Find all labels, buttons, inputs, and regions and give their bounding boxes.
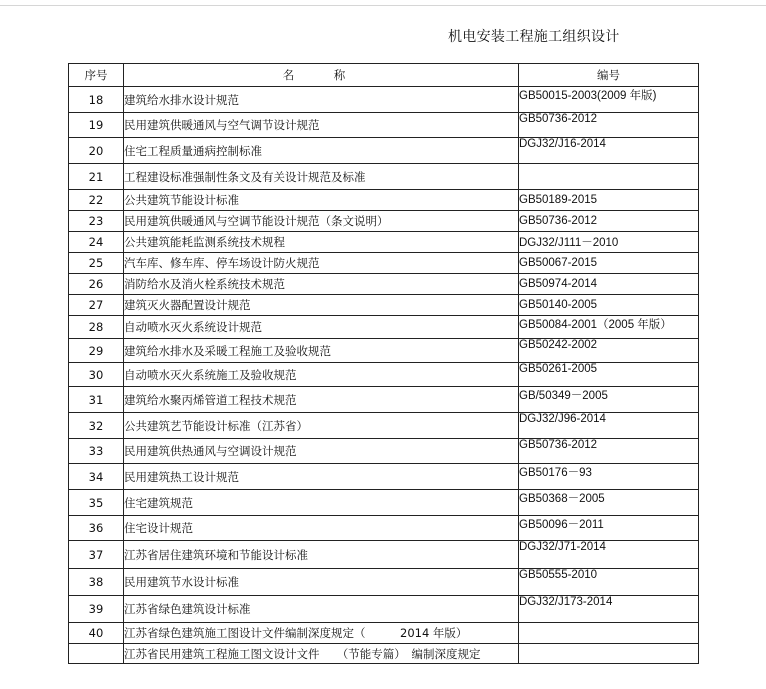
table-row — [69, 113, 699, 138]
table-row — [69, 232, 699, 253]
standard-name: 公共建筑艺节能设计标准（江苏省） — [124, 413, 519, 439]
row-number: 37 — [69, 541, 124, 569]
standard-code: GB50015-2003(2009 年版) — [519, 87, 699, 113]
standard-code — [519, 623, 699, 644]
table-row — [69, 211, 699, 232]
standard-code: GB50067-2015 — [519, 253, 699, 274]
table-row — [69, 87, 699, 113]
table-row — [69, 339, 699, 363]
table-header-row — [69, 64, 699, 87]
standard-name: 住宅建筑规范 — [124, 490, 519, 516]
row-number: 32 — [69, 413, 124, 439]
table-row — [69, 253, 699, 274]
table-row — [69, 295, 699, 316]
table-row — [69, 274, 699, 295]
header-code: 编号 — [519, 64, 699, 87]
standard-name: 消防给水及消火栓系统技术规范 — [124, 274, 519, 295]
standards-table — [68, 63, 699, 664]
table-row — [69, 190, 699, 211]
standard-code: GB50084-2001（2005 年版） — [519, 316, 699, 339]
table-row — [69, 541, 699, 569]
table-body — [69, 87, 699, 664]
table-row — [69, 623, 699, 644]
table-row — [69, 164, 699, 190]
table-row — [69, 387, 699, 413]
standard-name: 民用建筑供热通风与空调设计规范 — [124, 439, 519, 464]
standard-code: DGJ32/J111－2010 — [519, 232, 699, 253]
standard-name: 汽车库、修车库、停车场设计防火规范 — [124, 253, 519, 274]
header-name — [124, 64, 519, 87]
standard-name: 江苏省居住建筑环境和节能设计标准 — [124, 541, 519, 569]
standard-code: GB50096－2011 — [519, 516, 699, 541]
standard-name: 公共建筑节能设计标准 — [124, 190, 519, 211]
table-row — [69, 464, 699, 490]
row-number: 27 — [69, 295, 124, 316]
table-row — [69, 439, 699, 464]
row-number: 30 — [69, 363, 124, 387]
standard-name: 住宅工程质量通病控制标准 — [124, 138, 519, 164]
standard-name: 民用建筑供暖通风与空调节能设计规范（条文说明） — [124, 211, 519, 232]
table-row — [69, 569, 699, 596]
standard-name: 自动喷水灭火系统设计规范 — [124, 316, 519, 339]
standard-code: DGJ32/J96-2014 — [519, 413, 699, 439]
row-number: 21 — [69, 164, 124, 190]
standard-name: 建筑给水排水设计规范 — [124, 87, 519, 113]
table-row — [69, 644, 699, 664]
standard-code: GB50974-2014 — [519, 274, 699, 295]
row-number: 22 — [69, 190, 124, 211]
standard-code: GB50189-2015 — [519, 190, 699, 211]
standard-name: 建筑给水聚丙烯管道工程技术规范 — [124, 387, 519, 413]
table-row — [69, 596, 699, 623]
standard-name: 民用建筑供暖通风与空气调节设计规范 — [124, 113, 519, 138]
standard-code — [519, 644, 699, 664]
standard-name: 民用建筑节水设计标准 — [124, 569, 519, 596]
table-row — [69, 413, 699, 439]
top-rule — [0, 5, 766, 6]
standard-code: GB50736-2012 — [519, 439, 699, 464]
standard-code: GB50176－93 — [519, 464, 699, 490]
standard-name: 公共建筑能耗监测系统技术规程 — [124, 232, 519, 253]
table-row — [69, 516, 699, 541]
standard-code: DGJ32/J173-2014 — [519, 596, 699, 623]
standard-code: GB50261-2005 — [519, 363, 699, 387]
standard-code: DGJ32/J71-2014 — [519, 541, 699, 569]
row-number — [69, 644, 124, 664]
row-number: 20 — [69, 138, 124, 164]
standard-code: GB50555-2010 — [519, 569, 699, 596]
standard-code — [519, 164, 699, 190]
standard-name: 工程建设标准强制性条文及有关设计规范及标准 — [124, 164, 519, 190]
table-row — [69, 138, 699, 164]
table-row — [69, 490, 699, 516]
standard-code: GB50368－2005 — [519, 490, 699, 516]
row-number: 25 — [69, 253, 124, 274]
standard-name: 建筑给水排水及采暖工程施工及验收规范 — [124, 339, 519, 363]
row-number: 34 — [69, 464, 124, 490]
standard-code: GB50140-2005 — [519, 295, 699, 316]
header-no: 序号 — [69, 64, 124, 87]
row-number: 33 — [69, 439, 124, 464]
standard-name: 江苏省民用建筑工程施工图文设计文件 （节能专篇） 编制深度规定 — [124, 644, 519, 664]
standard-name: 江苏省绿色建筑施工图设计文件编制深度规定（ 2014 年版） — [124, 623, 519, 644]
standard-name: 江苏省绿色建筑设计标准 — [124, 596, 519, 623]
row-number: 39 — [69, 596, 124, 623]
row-number: 26 — [69, 274, 124, 295]
standard-name: 建筑灭火器配置设计规范 — [124, 295, 519, 316]
page-header-title: 机电安装工程施工组织设计 — [448, 29, 620, 45]
row-number: 28 — [69, 316, 124, 339]
header-name-label: 名 称 — [282, 68, 360, 82]
row-number: 31 — [69, 387, 124, 413]
standard-code: GB/50349－2005 — [519, 387, 699, 413]
table-row — [69, 363, 699, 387]
row-number: 19 — [69, 113, 124, 138]
standard-name: 住宅设计规范 — [124, 516, 519, 541]
standard-code: GB50736-2012 — [519, 113, 699, 138]
row-number: 40 — [69, 623, 124, 644]
row-number: 23 — [69, 211, 124, 232]
table-row — [69, 316, 699, 339]
standard-name: 民用建筑热工设计规范 — [124, 464, 519, 490]
row-number: 36 — [69, 516, 124, 541]
row-number: 29 — [69, 339, 124, 363]
standard-code: DGJ32/J16-2014 — [519, 138, 699, 164]
row-number: 24 — [69, 232, 124, 253]
row-number: 18 — [69, 87, 124, 113]
standard-name: 自动喷水灭火系统施工及验收规范 — [124, 363, 519, 387]
row-number: 38 — [69, 569, 124, 596]
standard-code: GB50242-2002 — [519, 339, 699, 363]
standard-code: GB50736-2012 — [519, 211, 699, 232]
row-number: 35 — [69, 490, 124, 516]
